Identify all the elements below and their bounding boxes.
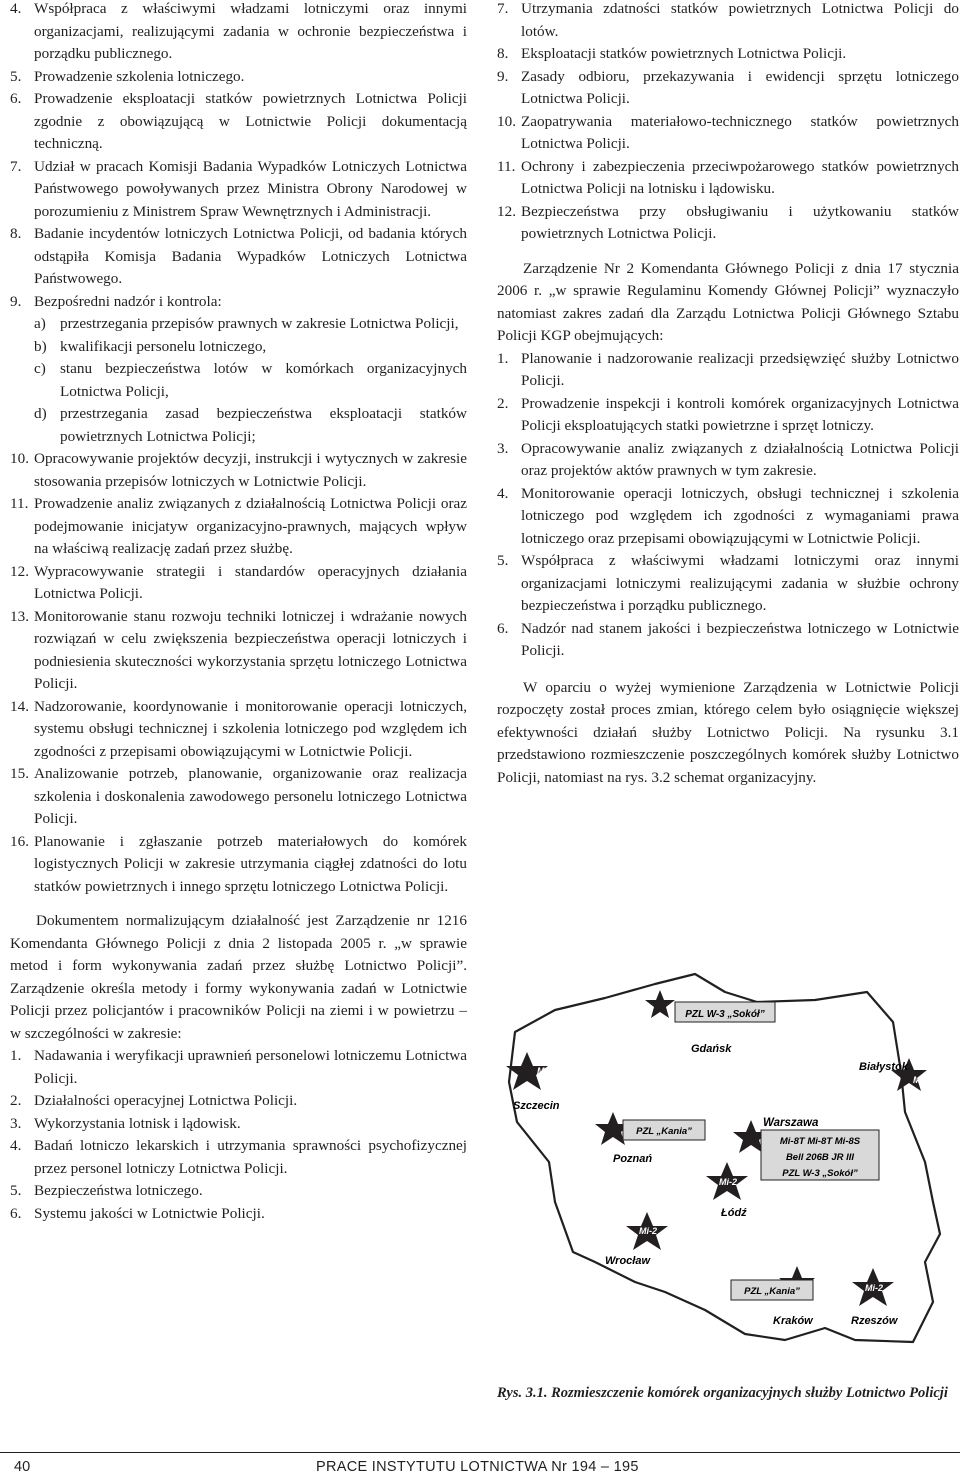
list-item-text: Analizowanie potrzeb, planowanie, organizowanie oraz realizacja szkolenia i doskonalenia zawodowego personelu lotniczego Lotnictwa Policji. [34,765,467,827]
list-item-number: 5. [10,1182,22,1199]
list-item [497,348,959,393]
left-column [10,0,467,1225]
poznan-aircraft-label: PZL „Kania” [636,1126,692,1137]
lodz-heli-label: Mi-2 [719,1177,737,1187]
city-wroclaw: Wrocław [605,1255,651,1267]
gdansk-aircraft-label: PZL W-3 „Sokół” [685,1009,765,1020]
bialystok-heli-label: Mi-2 [913,1075,931,1085]
list-item-text: Eksploatacji statków powietrznych Lotnictwa Policji. [521,45,847,62]
right-paragraph-1: Zarządzenie Nr 2 Komendanta Głównego Policji z dnia 17 stycznia 2006 r. „w sprawie Regulaminu Komendy Głównej Policji” wyznaczyło natomiast zakres zadań dla Zarządu Lotnictwa Policji Głównego Sztabu Policji KGP obejmujących: [497,259,959,344]
list-item [10,448,467,493]
list-item-text: Nadzór nad stanem jakości i bezpieczeństwa lotniczego w Lotnictwie Policji. [521,619,959,659]
list-item-number: 4. [10,0,22,17]
list-item [10,313,467,336]
list-item-number: 6. [10,90,22,107]
list-item-number: b) [34,337,47,355]
city-lodz: Łódź [721,1207,747,1219]
list-item-number: 4. [497,484,509,502]
city-szczecin: Szczecin [513,1100,560,1112]
list-item [497,618,959,663]
list-item-number: 1. [497,349,509,367]
list-item-number: 6. [10,1204,22,1222]
list-item [10,1045,467,1090]
list-item-number: 5. [497,552,509,569]
list-item [497,111,959,156]
wroclaw-heli-label: Mi-2 [639,1226,657,1236]
list-item [497,550,959,618]
list-item-number: 4. [10,1137,22,1154]
right-list-top [497,0,959,246]
list-item [10,88,467,156]
left-paragraph: Dokumentem normalizującym działalność jest Zarządzenie nr 1216 Komendanta Głównego Policji z dnia 2 listopada 2005 r. „w sprawie metod i form wykonywania zadań przez służbę Lotnictwo Policji”. Zarządzenie określa metody i formy wykonywania zadań w Lotnictwie Policji przez policjantów i pracowników Policji na ziemi i w powietrzu – w szczególności w zakresie: [10,912,467,1042]
city-bialystok: Białystok [859,1061,908,1073]
krakow-aircraft-label: PZL „Kania” [744,1286,800,1297]
list-item-text: przestrzegania przepisów prawnych w zakresie Lotnictwa Policji, [60,315,459,332]
list-item-number: 11. [10,495,29,512]
list-item [10,696,467,764]
list-item [10,291,467,314]
list-item-number: 3. [10,1114,22,1132]
list-item-text: Zasady odbioru, przekazywania i ewidencji sprzętu lotniczego Lotnictwa Policji. [521,67,959,107]
list-item-text: Bezpieczeństwa lotniczego. [34,1182,203,1199]
footer-rule [0,1452,960,1453]
right-column [497,0,959,789]
list-item-text: Nadzorowanie, koordynowanie i monitorowanie operacji lotniczych, systemu obsługi technicznej i szkolenia lotniczego pod względem ich zgodności z przepisami obowiązującymi w Lotnictwie Policji. [34,697,467,760]
list-item-text: Nadawania i weryfikacji uprawnień personelowi lotniczemu Lotnictwa Policji. [34,1047,467,1087]
list-item-text: Badań lotniczo lekarskich i utrzymania sprawności psychofizycznej przez personel lotniczy Lotnictwa Policji. [34,1137,467,1177]
list-item-text: Bezpośredni nadzór i kontrola: [34,292,222,310]
list-item-number: 12. [10,562,29,580]
list-item [497,156,959,201]
list-item-number: 13. [10,607,29,625]
left-list-final [10,1045,467,1225]
list-item-text: Prowadzenie inspekcji i kontroli komórek organizacyjnych Lotnictwa Policji eksploatujących statki powietrzne i sprzęt lotniczy. [521,394,959,434]
list-item-text: kwalifikacji personelu lotniczego, [60,337,267,355]
list-item-number: d) [34,405,47,422]
city-gdansk: Gdańsk [691,1043,732,1055]
list-item [10,358,467,403]
list-item-text: Ochrony i zabezpieczenia przeciwpożarowego statków powietrznych Lotnictwa Policji na lotnisku i lądowisku. [521,157,959,197]
page-number: 40 [14,1459,31,1475]
poland-map-figure [495,962,960,1372]
left-list-bottom [10,448,467,898]
list-item-number: 3. [497,439,509,457]
warszawa-aircraft-line-1: Mi-8T Mi-8T Mi-8S [779,1136,861,1147]
list-item-number: 12. [497,202,516,220]
list-item-text: Współpraca z właściwymi władzami lotniczymi oraz innymi organizacjami, realizującymi zadania w ochronie bezpieczeństwa i porządku publicznego. [34,0,467,62]
szczecin-heli-label: Mi-2 [537,1066,555,1076]
city-krakow: Kraków [773,1315,813,1327]
list-item-number: 7. [10,157,22,175]
list-item-text: Wypracowywanie strategii i standardów operacyjnych działania Lotnictwa Policji. [34,562,467,602]
list-item-text: Zaopatrywania materiałowo-technicznego statków powietrznych Lotnictwa Policji. [521,112,959,152]
list-item [10,763,467,831]
list-item [10,1180,467,1203]
list-item-text: Wykorzystania lotnisk i lądowisk. [34,1114,241,1132]
list-item-number: 14. [10,697,29,715]
list-item [10,493,467,561]
city-rzeszow: Rzeszów [851,1315,898,1327]
list-item-text: Działalności operacyjnej Lotnictwa Policji. [34,1092,298,1109]
list-item [497,43,959,66]
rzeszow-heli-label: Mi-2 [865,1283,883,1293]
list-item [497,0,959,43]
list-item-text: Monitorowanie stanu rozwoju techniki lotniczej i wdrażanie nowych rozwiązań w celu zwiększenia bezpieczeństwa operacji lotniczych i podniesienia skuteczności wykorzystania sprzętu lotniczego Lotnictwa Policji. [34,607,467,692]
list-item [10,1135,467,1180]
list-item-number: 8. [497,45,509,62]
list-item-number: 15. [10,765,29,782]
list-item-number: 10. [497,112,516,130]
list-item [10,403,467,448]
left-list-top [10,0,467,313]
list-item [10,561,467,606]
list-item-number: 9. [497,67,509,85]
list-item-number: 6. [497,619,509,637]
list-item-text: Prowadzenie eksploatacji statków powietrznych Lotnictwa Policji zgodnie z obowiązującą w Lotnictwie Policji dokumentacją techniczną. [34,90,467,152]
list-item [10,1203,467,1226]
list-item-text: przestrzegania zasad bezpieczeństwa eksploatacji statków powietrznych Lotnictwa Policji; [60,405,467,445]
poland-map [495,962,960,1372]
list-item-number: 8. [10,225,22,242]
list-item-number: 1. [10,1047,22,1064]
list-item [10,336,467,359]
list-item-number: 16. [10,832,29,850]
list-item-text: Opracowywanie projektów decyzji, instrukcji i wytycznych w zakresie stosowania przepisów lotniczych w Lotnictwie Policji. [34,450,467,490]
list-item-text: Planowanie i zgłaszanie potrzeb materiałowych do komórek logistycznych Policji w zakresie utrzymania ciągłej zdatności do lotu statków powietrznych i innego sprzętu lotniczego Lotnictwa Policji. [34,832,467,895]
list-item-number: 11. [497,157,516,175]
list-item-number: 2. [10,1092,22,1109]
list-item-text: Badanie incydentów lotniczych Lotnictwa Policji, od badania których odstąpiła Komisja Badania Wypadków Lotniczych Lotnictwa Państwowego. [34,225,467,287]
city-poznan: Poznań [613,1153,653,1165]
list-item [10,1090,467,1113]
warszawa-aircraft-line-3: PZL W-3 „Sokół” [782,1168,858,1179]
list-item-number: 5. [10,67,22,85]
list-item-text: Udział w pracach Komisji Badania Wypadków Lotniczych Lotnictwa Państwowego powoływanych przez Ministra Obrony Narodowej w porozumieniu z Ministrem Spraw Wewnętrznych i Administracji. [34,157,467,220]
list-item-text: Utrzymania zdatności statków powietrznych Lotnictwa Policji do lotów. [521,0,959,40]
left-sublist [10,313,467,448]
list-item [497,483,959,551]
list-item-number: 10. [10,450,29,467]
right-list-mid [497,348,959,663]
list-item [497,66,959,111]
warszawa-aircraft-line-2: Bell 206B JR III [785,1152,855,1163]
list-item [10,831,467,899]
list-item-text: stanu bezpieczeństwa lotów w komórkach organizacyjnych Lotnictwa Policji, [60,360,467,400]
list-item [10,156,467,224]
list-item-text: Bezpieczeństwa przy obsługiwaniu i użytkowaniu statków powietrznych Lotnictwa Policji. [521,202,959,242]
list-item-text: Systemu jakości w Lotnictwie Policji. [34,1204,265,1222]
list-item [10,0,467,66]
list-item-number: a) [34,315,46,332]
list-item-number: 2. [497,394,509,412]
list-item-text: Współpraca z właściwymi władzami lotniczymi oraz innymi organizacjami lotniczymi realizującymi zadania w służbie ochrony bezpieczeństwa i porządku publicznego. [521,552,959,614]
list-item-text: Monitorowanie operacji lotniczych, obsługi technicznej i szkolenia lotniczego pod względem ich zgodności z wymaganiami prawa lotniczego oraz przepisami obowiązującymi w Lotnictwie Policji. [521,484,959,547]
list-item-text: Planowanie i nadzorowanie realizacji przedsięwzięć służby Lotnictwo Policji. [521,349,959,389]
list-item [10,223,467,291]
list-item [497,393,959,438]
list-item-text: Opracowywanie analiz związanych z działalnością Lotnictwa Policji oraz projektów aktów prawnych w tym zakresie. [521,439,959,479]
list-item [10,606,467,696]
list-item-number: c) [34,360,46,377]
list-item-text: Prowadzenie analiz związanych z działalnością Lotnictwa Policji oraz podejmowanie inicjatyw organizacyjno-prawnych, mających wpływ na właściwą realizację zadań przez służbę. [34,495,467,557]
list-item [497,201,959,246]
list-item-text: Prowadzenie szkolenia lotniczego. [34,67,245,85]
figure-caption: Rys. 3.1. Rozmieszczenie komórek organizacyjnych służby Lotnictwo Policji [497,1385,948,1401]
list-item-number: 7. [497,0,509,17]
right-paragraph-2: W oparciu o wyżej wymienione Zarządzenia w Lotnictwie Policji rozpoczęty został proces zmian, którego celem było osiągnięcie większej efektywności działań służby Lotnictwo Policji. Na rysunku 3.1 przedstawiono rozmieszczenie poszczególnych komórek służby Lotnictwo Policji, natomiast na rys. 3.2 schemat organizacyjny. [497,678,959,786]
list-item-number: 9. [10,292,22,310]
list-item [10,66,467,89]
journal-title: PRACE INSTYTUTU LOTNICTWA Nr 194 – 195 [316,1459,639,1475]
list-item [497,438,959,483]
list-item [10,1113,467,1136]
city-warszawa: Warszawa [763,1117,819,1129]
